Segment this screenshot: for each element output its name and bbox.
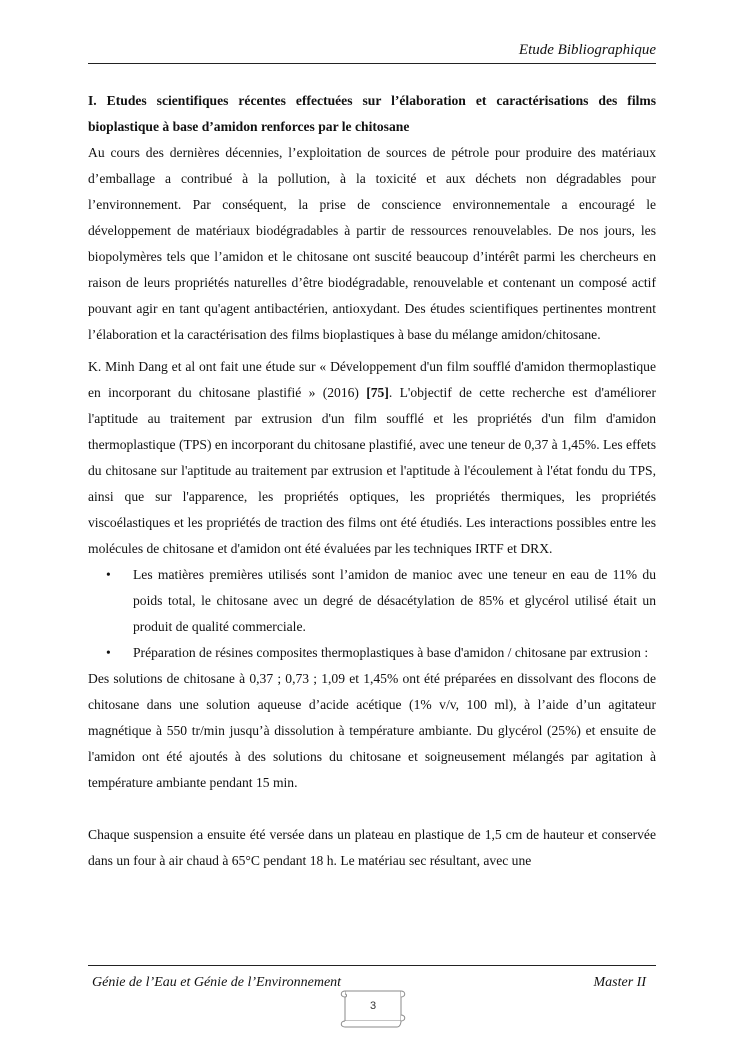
list-item: [88, 562, 656, 640]
solutions-paragraph: Des solutions de chitosane à 0,37 ; 0,73 ; 1,09 et 1,45% ont été préparées en dissolvant des flocons de chitosane dans une solution aqueuse d’acide acétique (1% v/v, 100 ml), à l’aide d’un agitateur magnétique à 550 tr/min jusqu’à dissolution à température ambiante. Du glycérol (25%) et ensuite de l'amidon ont été ajoutés à des solutions du chitosane et soigneusement mélangés par agitation à température ambiante pendant 15 min.: [88, 671, 656, 790]
page-number: 3: [369, 1000, 377, 1012]
suspension-paragraph: Chaque suspension a ensuite été versée dans un plateau en plastique de 1,5 cm de hauteur et conservée dans un four à air chaud à 65°C pendant 18 h. Le matériau sec résultant, avec une: [88, 827, 656, 868]
list-item-text: Préparation de résines composites thermoplastiques à base d'amidon / chitosane par extrusion :: [133, 645, 649, 660]
bullet-marker: •: [106, 567, 111, 582]
study-paragraph: [88, 354, 656, 562]
header-divider: [88, 63, 656, 64]
study-text-end: . L'objectif de cette recherche est d'améliorer l'aptitude au traitement par extrusion d'un film soufflé et les propriétés d'un film d'amidon thermoplastique (TPS) en incorporant du chitosane plastifié, avec une teneur de 0,37 à 1,45%. Les effets du chitosane sur l'aptitude au traitement par extrusion et l'aptitude à l'écoulement à l'état fondu du TPS, ainsi que sur l'apparence, les propriétés optiques, les propriétés thermiques, les propriétés viscoélastiques et les propriétés de traction des films ont été étudiés. Les interactions possibles entre les molécules de chitosane et d'amidon ont été évaluées par les techniques IRTF et DRX.: [88, 385, 656, 556]
footer-degree: Master II: [593, 975, 646, 990]
citation-reference: [75]: [366, 385, 389, 400]
intro-paragraph: Au cours des dernières décennies, l’exploitation de sources de pétrole pour produire des matériaux d’emballage a contribué à la pollution, à la toxicité et aux déchets non dégradables pour l’environnement. Par conséquent, la prise de conscience environnementale a encouragé le développement de matériaux biodégradables à partir de ressources renouvelables. De nos jours, les biopolymères tels que l’amidon et le chitosane ont suscité beaucoup d’intérêt parmi les chercheurs en raison de leurs propriétés naturelles d’être biodégradable, renouvelable et contenant un composé actif pouvant agir en tant qu'agent antibactérien, antioxydant. Des études scientifiques pertinentes montrent l’élaboration et la caractérisation des films bioplastiques à base du mélange amidon/chitosane.: [88, 145, 656, 342]
footer-divider: [88, 965, 656, 966]
bullet-marker: •: [106, 645, 111, 660]
footer-program-name: Génie de l’Eau et Génie de l’Environnement: [92, 975, 342, 990]
list-item-text: Les matières premières utilisés sont l’amidon de manioc avec une teneur en eau de 11% du poids total, le chitosane avec un degré de désacétylation de 85% et glycérol utilisé était un produit de qualité commerciale.: [133, 567, 656, 634]
document-body: [88, 88, 656, 874]
page-header-title: Etude Bibliographique: [518, 42, 656, 58]
list-item: [88, 640, 656, 666]
study-text-start: K. Minh Dang et al ont fait une étude sur « Développement d'un film soufflé d'amidon thermoplastique en incorporant du chitosane plastifié » (2016): [88, 359, 656, 400]
section-heading: I. Etudes scientifiques récentes effectuées sur l’élaboration et caractérisations des films bioplastique à base d’amidon renforces par le chitosane: [88, 93, 656, 134]
bullet-list: [88, 562, 656, 666]
